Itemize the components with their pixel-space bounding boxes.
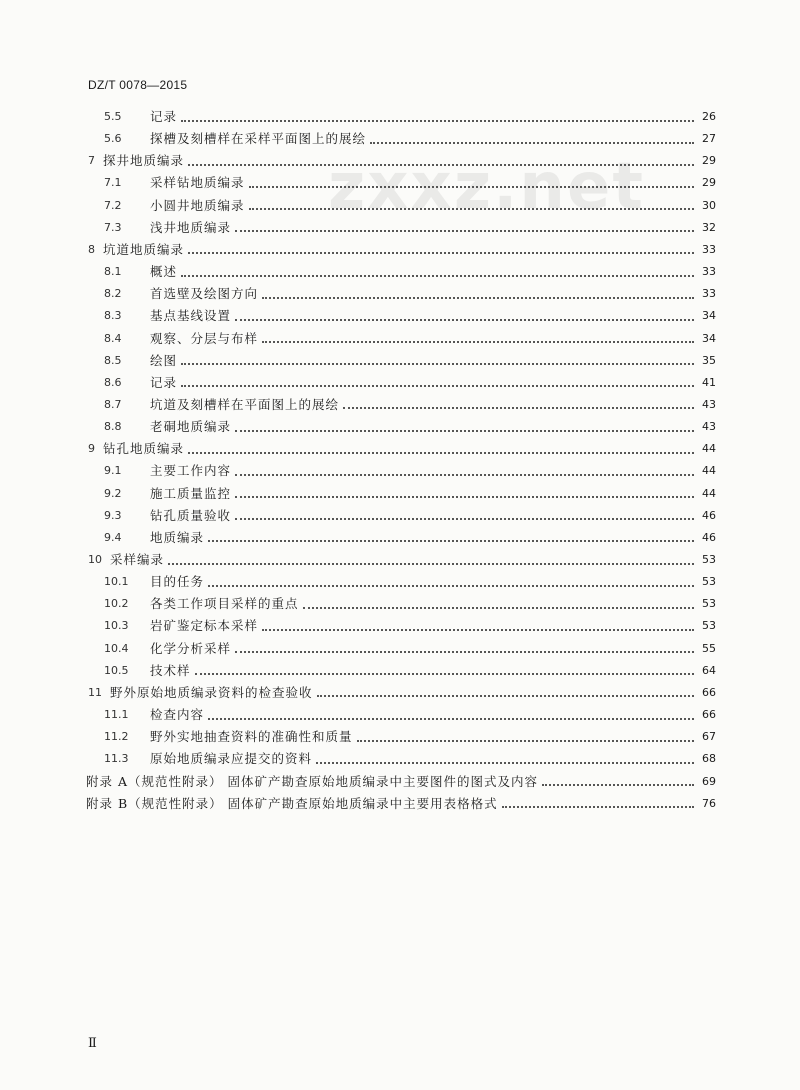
toc-entry[interactable] (104, 638, 716, 660)
toc-entry[interactable] (104, 593, 716, 615)
toc-entry[interactable] (104, 615, 716, 637)
toc-entry-title: 坑道及刻槽样在平面图上的展绘 (150, 396, 340, 412)
toc-entry[interactable] (104, 328, 716, 350)
toc-entry-page: 69 (702, 774, 716, 788)
toc-entry-number: 11.2 (104, 730, 129, 744)
toc-entry[interactable] (86, 771, 716, 793)
toc-entry[interactable] (104, 172, 716, 194)
toc-entry-number: 11.3 (104, 752, 129, 766)
toc-entry[interactable] (104, 571, 716, 593)
toc-entry-title: 老硐地质编录 (150, 419, 232, 435)
toc-entry-title: 记录 (150, 374, 178, 390)
toc-entry-title: 各类工作项目采样的重点 (150, 596, 299, 612)
toc-entry-page: 34 (702, 309, 716, 323)
toc-leader-dots (181, 362, 694, 365)
toc-entry-title: 坑道地质编录 (103, 241, 185, 257)
toc-entry[interactable] (86, 793, 716, 815)
toc-entry[interactable] (88, 682, 716, 704)
toc-entry-number: 8.7 (104, 397, 122, 411)
toc-leader-dots (188, 451, 694, 454)
toc-entry-page: 67 (702, 730, 716, 744)
toc-entry-title: 化学分析采样 (150, 640, 232, 656)
toc-entry-number: 10.2 (104, 597, 129, 611)
toc-leader-dots (303, 606, 694, 609)
toc-entry-page: 66 (702, 685, 716, 699)
toc-entry[interactable] (104, 217, 716, 239)
toc-entry-title: 原始地质编录应提交的资料 (150, 751, 313, 767)
toc-leader-dots (249, 185, 694, 188)
toc-leader-dots (262, 340, 694, 343)
toc-entry-title: 技术样 (150, 662, 191, 678)
toc-entry-number: 8.6 (104, 375, 122, 389)
toc-entry-title: 目的任务 (150, 574, 205, 590)
toc-leader-dots (188, 251, 694, 254)
toc-entry[interactable] (104, 128, 716, 150)
toc-entry-page: 29 (702, 176, 716, 190)
watermark: zxxz.net (328, 150, 645, 224)
toc-leader-dots (208, 584, 694, 587)
toc-leader-dots (249, 207, 694, 210)
toc-entry[interactable] (104, 195, 716, 217)
toc-entry[interactable] (104, 350, 716, 372)
toc-leader-dots (502, 805, 694, 808)
toc-leader-dots (208, 717, 694, 720)
page-number: Ⅱ (88, 1036, 97, 1051)
toc-leader-dots (262, 296, 694, 299)
toc-entry[interactable] (104, 372, 716, 394)
toc-entry-page: 30 (702, 198, 716, 212)
toc-entry-title: 绘图 (150, 352, 178, 368)
toc-leader-dots (208, 539, 694, 542)
toc-entry-page: 76 (702, 796, 716, 810)
toc-entry-number: 5.5 (104, 110, 122, 123)
toc-entry-number: 8.5 (104, 353, 122, 367)
toc-entry-title: 施工质量监控 (150, 485, 232, 501)
toc-entry[interactable] (104, 305, 716, 327)
toc-entry-title: 地质编录 (150, 529, 205, 545)
toc-entry[interactable] (104, 527, 716, 549)
toc-entry[interactable] (104, 106, 716, 128)
toc-entry-title: 记录 (150, 109, 178, 124)
toc-entry-page: 64 (702, 663, 716, 677)
toc-entry[interactable] (104, 748, 716, 770)
toc-entry[interactable] (104, 660, 716, 682)
toc-entry-page: 46 (702, 508, 716, 522)
toc-entry-number: 7.3 (104, 220, 122, 234)
toc-leader-dots (343, 406, 694, 409)
toc-entry-number: 7.2 (104, 198, 122, 212)
toc-entry-number: 10.5 (104, 663, 129, 677)
toc-leader-dots (316, 761, 694, 764)
toc-entry-number: 8.2 (104, 287, 122, 301)
toc-entry[interactable] (104, 416, 716, 438)
toc-entry-number: 10.3 (104, 619, 129, 633)
toc-entry-number: 5.6 (104, 132, 122, 146)
toc-leader-dots (235, 650, 694, 653)
toc-leader-dots (357, 739, 694, 742)
toc-entry-title: 观察、分层与布样 (150, 330, 259, 346)
toc-entry-title: 岩矿鉴定标本采样 (150, 618, 259, 634)
toc-entry-page: 34 (702, 331, 716, 345)
toc-entry-page: 53 (702, 597, 716, 611)
toc-entry-number: 8.4 (104, 331, 122, 345)
toc-entry-number: 10.4 (104, 641, 129, 655)
toc-entry-page: 68 (702, 752, 716, 766)
toc-leader-dots (188, 163, 694, 166)
toc-entry-title: 检查内容 (150, 707, 205, 723)
toc-entry[interactable] (104, 505, 716, 527)
toc-entry-page: 27 (702, 132, 716, 146)
toc-entry-number: 10.1 (104, 575, 129, 589)
toc-entry-page: 44 (702, 486, 716, 500)
toc-entry-page: 33 (702, 242, 716, 256)
toc-entry-page: 53 (702, 553, 716, 566)
toc-entry-page: 44 (702, 464, 716, 478)
toc-entry-page: 53 (702, 619, 716, 633)
toc-entry-page: 66 (702, 708, 716, 722)
toc-entry-title: 基点基线设置 (150, 308, 232, 324)
toc-entry-title: 主要工作内容 (150, 463, 232, 479)
toc-entry-page: 33 (702, 287, 716, 301)
toc-entry-page: 33 (702, 265, 716, 279)
toc-entry[interactable] (104, 261, 716, 283)
toc-entry-title: 采样编录 (110, 552, 165, 567)
toc-leader-dots (181, 119, 694, 122)
toc-entry-page: 55 (702, 641, 716, 655)
toc-entry-number: 11.1 (104, 708, 129, 722)
toc-entry-title: 钻孔质量验收 (150, 507, 232, 523)
toc-leader-dots (181, 384, 694, 387)
toc-leader-dots (195, 672, 694, 675)
toc-entry-number: 7.1 (104, 176, 122, 190)
toc-leader-dots (235, 318, 694, 321)
toc-entry[interactable] (88, 150, 716, 172)
toc-entry-title: 探槽及刻槽样在采样平面图上的展绘 (150, 131, 367, 147)
toc-entry-page: 35 (702, 353, 716, 367)
toc-entry-title: 附录 B（规范性附录） 固体矿产勘查原始地质编录中主要用表格格式 (86, 795, 498, 811)
toc-leader-dots (181, 274, 694, 277)
toc-entry[interactable] (104, 704, 716, 726)
toc-entry[interactable] (104, 483, 716, 505)
toc-entry-title: 附录 A（规范性附录） 固体矿产勘查原始地质编录中主要图件的图式及内容 (86, 773, 538, 789)
toc-entry-page: 53 (702, 575, 716, 589)
toc-leader-dots (235, 229, 694, 232)
toc-leader-dots (235, 517, 694, 520)
toc-entry-number: 8.8 (104, 420, 122, 434)
toc-entry[interactable] (104, 283, 716, 305)
toc-entry-number: 9.3 (104, 508, 122, 522)
toc-leader-dots (235, 429, 694, 432)
toc-entry-title: 小圆井地质编录 (150, 197, 245, 213)
toc-leader-dots (262, 628, 694, 631)
toc-entry-title: 野外实地抽查资料的准确性和质量 (150, 729, 353, 745)
toc-entry-number: 9.4 (104, 530, 122, 544)
toc-entry-number: 10 (88, 553, 102, 566)
toc-entry-number: 8.3 (104, 309, 122, 323)
toc-leader-dots (168, 562, 694, 565)
toc-entry[interactable] (104, 460, 716, 482)
toc-leader-dots (370, 141, 694, 144)
toc-entry[interactable] (88, 549, 716, 571)
toc-entry-title: 探井地质编录 (103, 153, 185, 169)
document-code: DZ/T 0078—2015 (88, 78, 188, 92)
toc-entry[interactable] (104, 726, 716, 748)
toc-entry-title: 钻孔地质编录 (103, 441, 185, 457)
toc-entry-page: 44 (702, 442, 716, 456)
toc-entry-page: 32 (702, 220, 716, 234)
toc-entry[interactable] (104, 394, 716, 416)
toc-leader-dots (542, 783, 694, 786)
toc-entry-page: 26 (702, 110, 716, 123)
toc-entry-number: 7 (88, 154, 95, 168)
toc-entry-title: 浅井地质编录 (150, 219, 232, 235)
toc-entry-title: 概述 (150, 264, 178, 280)
toc-entry-title: 野外原始地质编录资料的检查验收 (110, 684, 313, 700)
toc-entry-number: 9.2 (104, 486, 122, 500)
toc-entry-number: 9 (88, 442, 95, 456)
toc-leader-dots (235, 495, 694, 498)
toc-leader-dots (317, 694, 694, 697)
toc-entry-number: 8.1 (104, 265, 122, 279)
toc-entry[interactable] (88, 239, 716, 261)
toc-entry-page: 41 (702, 375, 716, 389)
toc-entry-title: 首选壁及绘图方向 (150, 286, 259, 302)
toc-entry-page: 46 (702, 530, 716, 544)
toc-entry-page: 29 (702, 154, 716, 168)
toc-entry-title: 采样钻地质编录 (150, 175, 245, 191)
toc-leader-dots (235, 473, 694, 476)
toc-entry-page: 43 (702, 397, 716, 411)
toc-entry-number: 9.1 (104, 464, 122, 478)
toc-entry-number: 11 (88, 685, 102, 699)
toc-entry-page: 43 (702, 420, 716, 434)
toc-entry[interactable] (88, 438, 716, 460)
toc-entry-number: 8 (88, 242, 95, 256)
